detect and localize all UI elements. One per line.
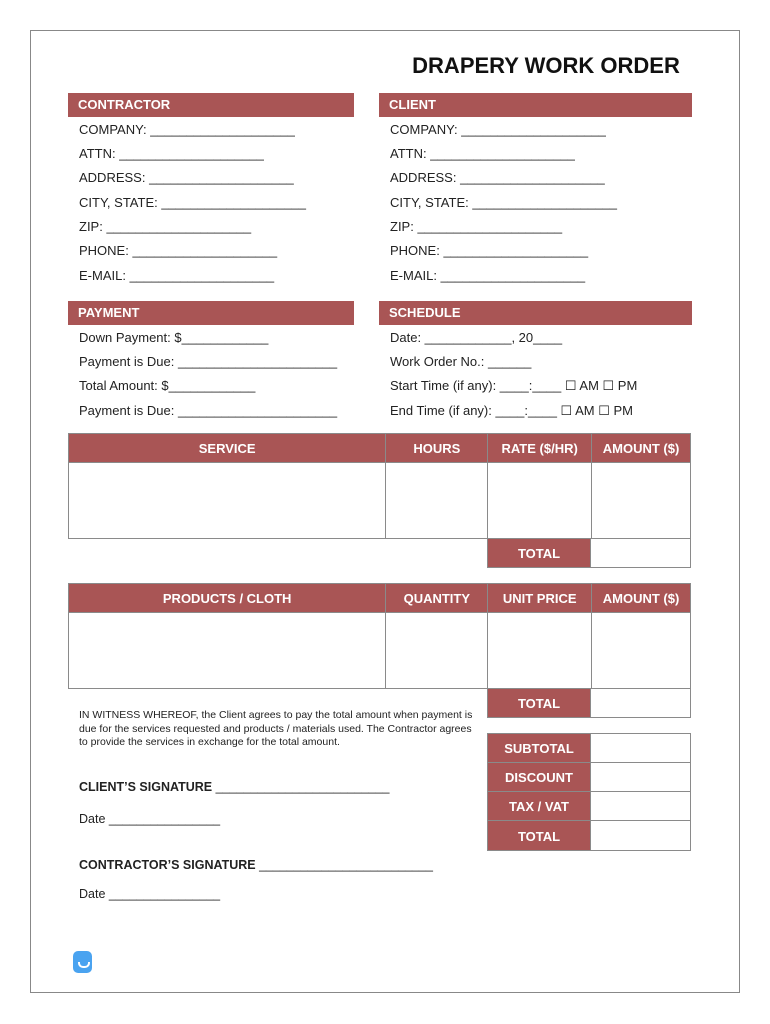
contractor-city-state-field[interactable]: CITY, STATE: ____________________ — [79, 195, 306, 210]
contractor-signature-label: CONTRACTOR’S SIGNATURE — [79, 858, 256, 872]
client-date-field[interactable]: Date ________________ — [79, 812, 221, 826]
subtotal-label: SUBTOTAL — [487, 733, 591, 763]
unit-price-cell[interactable] — [488, 613, 592, 689]
down-payment-field[interactable]: Down Payment: $____________ — [79, 330, 269, 345]
contractor-attn-field[interactable]: ATTN: ____________________ — [79, 146, 264, 161]
service-table — [68, 433, 691, 539]
client-attn-field[interactable]: ATTN: ____________________ — [390, 146, 575, 161]
rate-cell[interactable] — [488, 463, 592, 539]
contractor-phone-field[interactable]: PHONE: ____________________ — [79, 243, 278, 258]
service-total-label: TOTAL — [487, 538, 591, 568]
unit-price-column-header: UNIT PRICE — [488, 584, 592, 613]
service-column-header: SERVICE — [69, 434, 386, 463]
products-amount-column-header: AMOUNT ($) — [592, 584, 691, 613]
contractor-email-field[interactable]: E-MAIL: ____________________ — [79, 268, 275, 283]
contractor-zip-field[interactable]: ZIP: ____________________ — [79, 219, 252, 234]
discount-value[interactable] — [590, 762, 691, 792]
client-zip-field[interactable]: ZIP: ____________________ — [390, 219, 563, 234]
date-field[interactable]: Date: ____________, 20____ — [390, 330, 563, 345]
client-city-state-field[interactable]: CITY, STATE: ____________________ — [390, 195, 617, 210]
payment-due-field-2[interactable]: Payment is Due: ______________________ — [79, 403, 338, 418]
products-column-header: PRODUCTS / CLOTH — [69, 584, 386, 613]
tax-vat-value[interactable] — [590, 791, 691, 821]
amount-cell[interactable] — [592, 463, 691, 539]
contractor-signature-line[interactable]: _________________________ — [259, 858, 433, 872]
product-cell[interactable] — [69, 613, 386, 689]
client-header: CLIENT — [379, 93, 692, 117]
contractor-address-field[interactable]: ADDRESS: ____________________ — [79, 170, 294, 185]
client-email-field[interactable]: E-MAIL: ____________________ — [390, 268, 586, 283]
client-phone-field[interactable]: PHONE: ____________________ — [390, 243, 589, 258]
page-title: DRAPERY WORK ORDER — [412, 53, 680, 78]
client-company-field[interactable]: COMPANY: ____________________ — [390, 122, 606, 137]
service-total-value[interactable] — [590, 538, 691, 568]
hours-column-header: HOURS — [386, 434, 488, 463]
payment-header: PAYMENT — [68, 301, 354, 325]
witness-text: IN WITNESS WHEREOF, the Client agrees to pay the total amount when payment is due for the services requested and products / materials used. The Contractor agrees to provide the services in exchange for the total amount. — [79, 709, 473, 748]
discount-label: DISCOUNT — [487, 762, 591, 792]
app-logo-icon — [73, 951, 92, 973]
work-order-page — [30, 30, 740, 993]
contractor-signature-row[interactable] — [79, 858, 433, 872]
products-total-value[interactable] — [590, 688, 691, 718]
start-time-field[interactable]: Start Time (if any): ____:____ ☐ AM ☐ PM — [390, 378, 638, 393]
client-signature-label: CLIENT’S SIGNATURE — [79, 780, 213, 794]
end-time-field[interactable]: End Time (if any): ____:____ ☐ AM ☐ PM — [390, 403, 633, 418]
client-signature-line[interactable]: _________________________ — [215, 780, 390, 794]
grand-total-value[interactable] — [590, 820, 691, 851]
subtotal-value[interactable] — [590, 733, 691, 763]
products-table — [68, 583, 691, 689]
contractor-company-field[interactable]: COMPANY: ____________________ — [79, 122, 295, 137]
tax-vat-label: TAX / VAT — [487, 791, 591, 821]
work-order-number-field[interactable]: Work Order No.: ______ — [390, 354, 532, 369]
quantity-column-header: QUANTITY — [386, 584, 488, 613]
total-amount-field[interactable]: Total Amount: $____________ — [79, 378, 256, 393]
client-address-field[interactable]: ADDRESS: ____________________ — [390, 170, 605, 185]
contractor-date-field[interactable]: Date ________________ — [79, 887, 221, 901]
quantity-cell[interactable] — [386, 613, 488, 689]
schedule-header: SCHEDULE — [379, 301, 692, 325]
products-amount-cell[interactable] — [592, 613, 691, 689]
grand-total-label: TOTAL — [487, 820, 591, 851]
payment-due-field[interactable]: Payment is Due: ______________________ — [79, 354, 338, 369]
amount-column-header: AMOUNT ($) — [592, 434, 691, 463]
client-signature-row[interactable] — [79, 780, 389, 794]
rate-column-header: RATE ($/HR) — [488, 434, 592, 463]
hours-cell[interactable] — [386, 463, 488, 539]
contractor-header: CONTRACTOR — [68, 93, 354, 117]
service-cell[interactable] — [69, 463, 386, 539]
products-total-label: TOTAL — [487, 688, 591, 718]
